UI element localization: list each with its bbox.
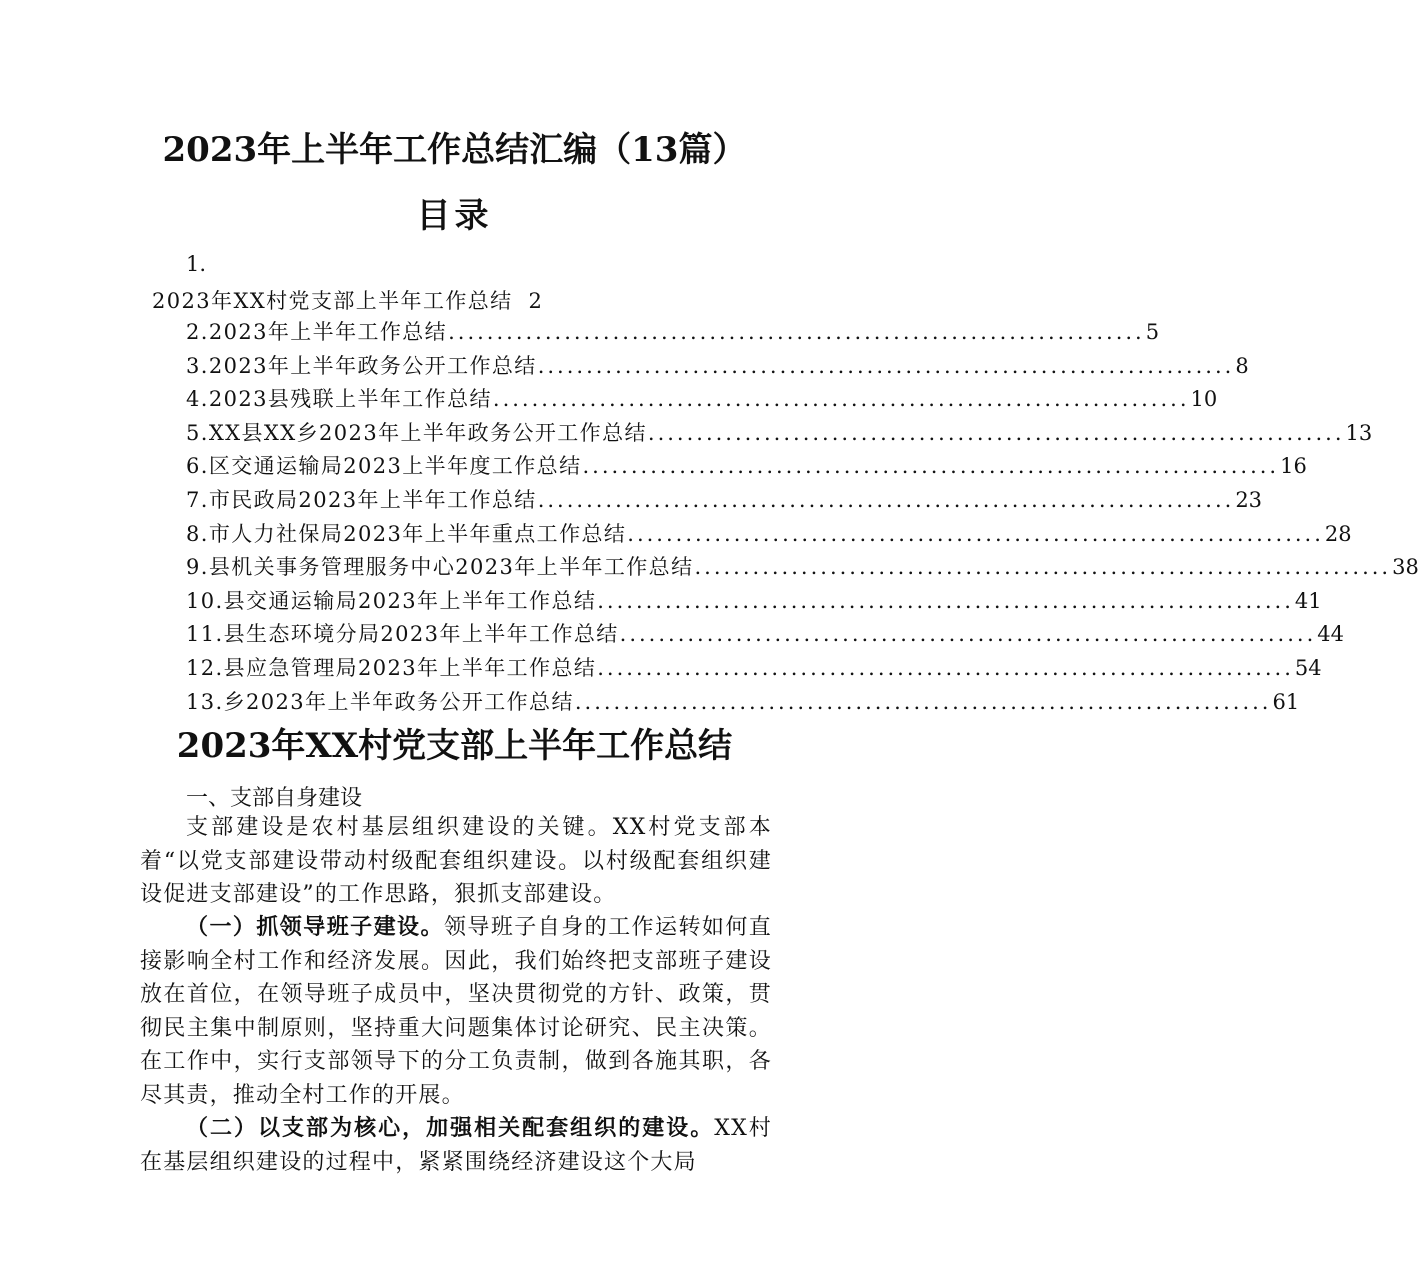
toc-entry-title: 9.县机关事务管理服务中心2023年上半年工作总结 <box>186 555 694 580</box>
toc-leader-dots: ........................................................................ <box>627 521 1324 546</box>
toc-entry[interactable] <box>186 652 1322 682</box>
paragraph-body: XX村在基层组织建设的过程中，紧紧围绕经济建设这个大局 <box>140 1116 772 1175</box>
paragraph-lead: （二）以支部为核心，加强相关配套组织的建设。 <box>186 1115 715 1141</box>
toc-entry[interactable] <box>186 686 1300 716</box>
toc-entry-page: 5 <box>1145 320 1160 344</box>
toc-entry-page: 8 <box>1235 353 1249 378</box>
toc-entry-page: 28 <box>1324 521 1352 546</box>
toc-entry[interactable] <box>186 350 1249 380</box>
toc-entry-title: 12.县应急管理局2023年上半年工作总结 <box>186 656 597 680</box>
toc-leader-dots: ........................................................................ <box>597 656 1294 680</box>
toc-leader-dots: ........................................................................ <box>619 622 1317 647</box>
toc-entry-page: 10 <box>1190 387 1218 412</box>
toc-leader-dots: ........................................................................ <box>694 555 1392 580</box>
section-subheading: 一、支部自身建设 <box>186 786 363 811</box>
toc-entry[interactable] <box>186 383 1218 413</box>
toc-entry[interactable] <box>186 618 1344 648</box>
toc-entry-title: 11.县生态环境分局2023年上半年工作总结 <box>186 622 619 647</box>
toc-entry-title: 2023年XX村党支部上半年工作总结 <box>152 289 513 313</box>
toc-entry-page: 41 <box>1294 588 1322 613</box>
toc-leader-dots: ........................................................................ <box>448 320 1145 344</box>
toc-entry-page: 2 <box>528 289 544 313</box>
toc-entry-title: 13.乡2023年上半年政务公开工作总结 <box>186 689 574 714</box>
toc-entry-title: 4.2023县残联上半年工作总结 <box>186 387 492 412</box>
toc-leader-dots: ........................................................................ <box>537 488 1235 512</box>
paragraph-2 <box>140 911 772 1112</box>
toc-entry-page: 38 <box>1392 555 1419 580</box>
toc-entry[interactable] <box>186 551 1419 581</box>
paragraph-1: 支部建设是农村基层组织建设的关键。XX村党支部本着“以党支部建设带动村级配套组织建设。以村级配套组织建设促进支部建设”的工作思路，狠抓支部建设。 <box>140 815 772 907</box>
toc-entry[interactable] <box>186 518 1352 548</box>
toc-entry[interactable] <box>186 417 1373 447</box>
toc-entry-1[interactable] <box>152 285 543 315</box>
toc-entry-page: 54 <box>1294 656 1322 680</box>
paragraph-body: 领导班子自身的工作运转如何直接影响全村工作和经济发展。因此，我们始终把支部班子建设放在首位，在领导班子成员中，坚决贯彻党的方针、政策，贯彻民主集中制原则，坚持重大问题集体讨论研究、民主决策。在工作中，实行支部领导下的分工负责制，做到各施其职，各尽其责，推动全村工作的开展。 <box>140 915 772 1108</box>
toc-entry-page: 61 <box>1272 689 1300 714</box>
toc-entry[interactable] <box>186 484 1263 514</box>
toc-entry-title: 6.区交通运输局2023上半年度工作总结 <box>186 454 582 479</box>
toc-leader-dots: ........................................................................ <box>537 353 1235 378</box>
toc-first-number[interactable]: 1. <box>186 252 207 276</box>
toc-entry-title: 10.县交通运输局2023年上半年工作总结 <box>186 588 597 613</box>
paragraph-3 <box>140 1112 772 1179</box>
toc-entry-title: 8.市人力社保局2023年上半年重点工作总结 <box>186 521 627 546</box>
toc-leader-dots: ........................................................................ <box>597 588 1294 613</box>
toc-entry[interactable] <box>186 450 1307 480</box>
document-title: 2023年上半年工作总结汇编（13篇） <box>162 130 747 170</box>
toc-entry-page: 23 <box>1235 488 1263 512</box>
toc-leader-dots: ........................................................................ <box>647 420 1345 445</box>
toc-entry[interactable] <box>186 316 1160 346</box>
toc-entry-page: 16 <box>1280 454 1307 479</box>
toc-entry-page: 44 <box>1317 622 1344 647</box>
section-title: 2023年XX村党支部上半年工作总结 <box>176 726 733 766</box>
paragraph-lead: （一）抓领导班子建设。 <box>186 914 444 940</box>
toc-entry-page: 13 <box>1345 420 1373 445</box>
toc-heading: 目录 <box>416 196 493 236</box>
toc-leader-dots: ........................................................................ <box>582 454 1280 479</box>
toc-leader-dots: ........................................................................ <box>574 689 1272 714</box>
toc-entry-title: 2.2023年上半年工作总结 <box>186 320 448 344</box>
toc-entry[interactable] <box>186 585 1322 615</box>
toc-entry-title: 5.XX县XX乡2023年上半年政务公开工作总结 <box>186 420 647 445</box>
toc-entry-title: 7.市民政局2023年上半年工作总结 <box>186 488 537 512</box>
toc-entry-title: 3.2023年上半年政务公开工作总结 <box>186 353 537 378</box>
toc-leader-dots: ........................................................................ <box>492 387 1190 412</box>
